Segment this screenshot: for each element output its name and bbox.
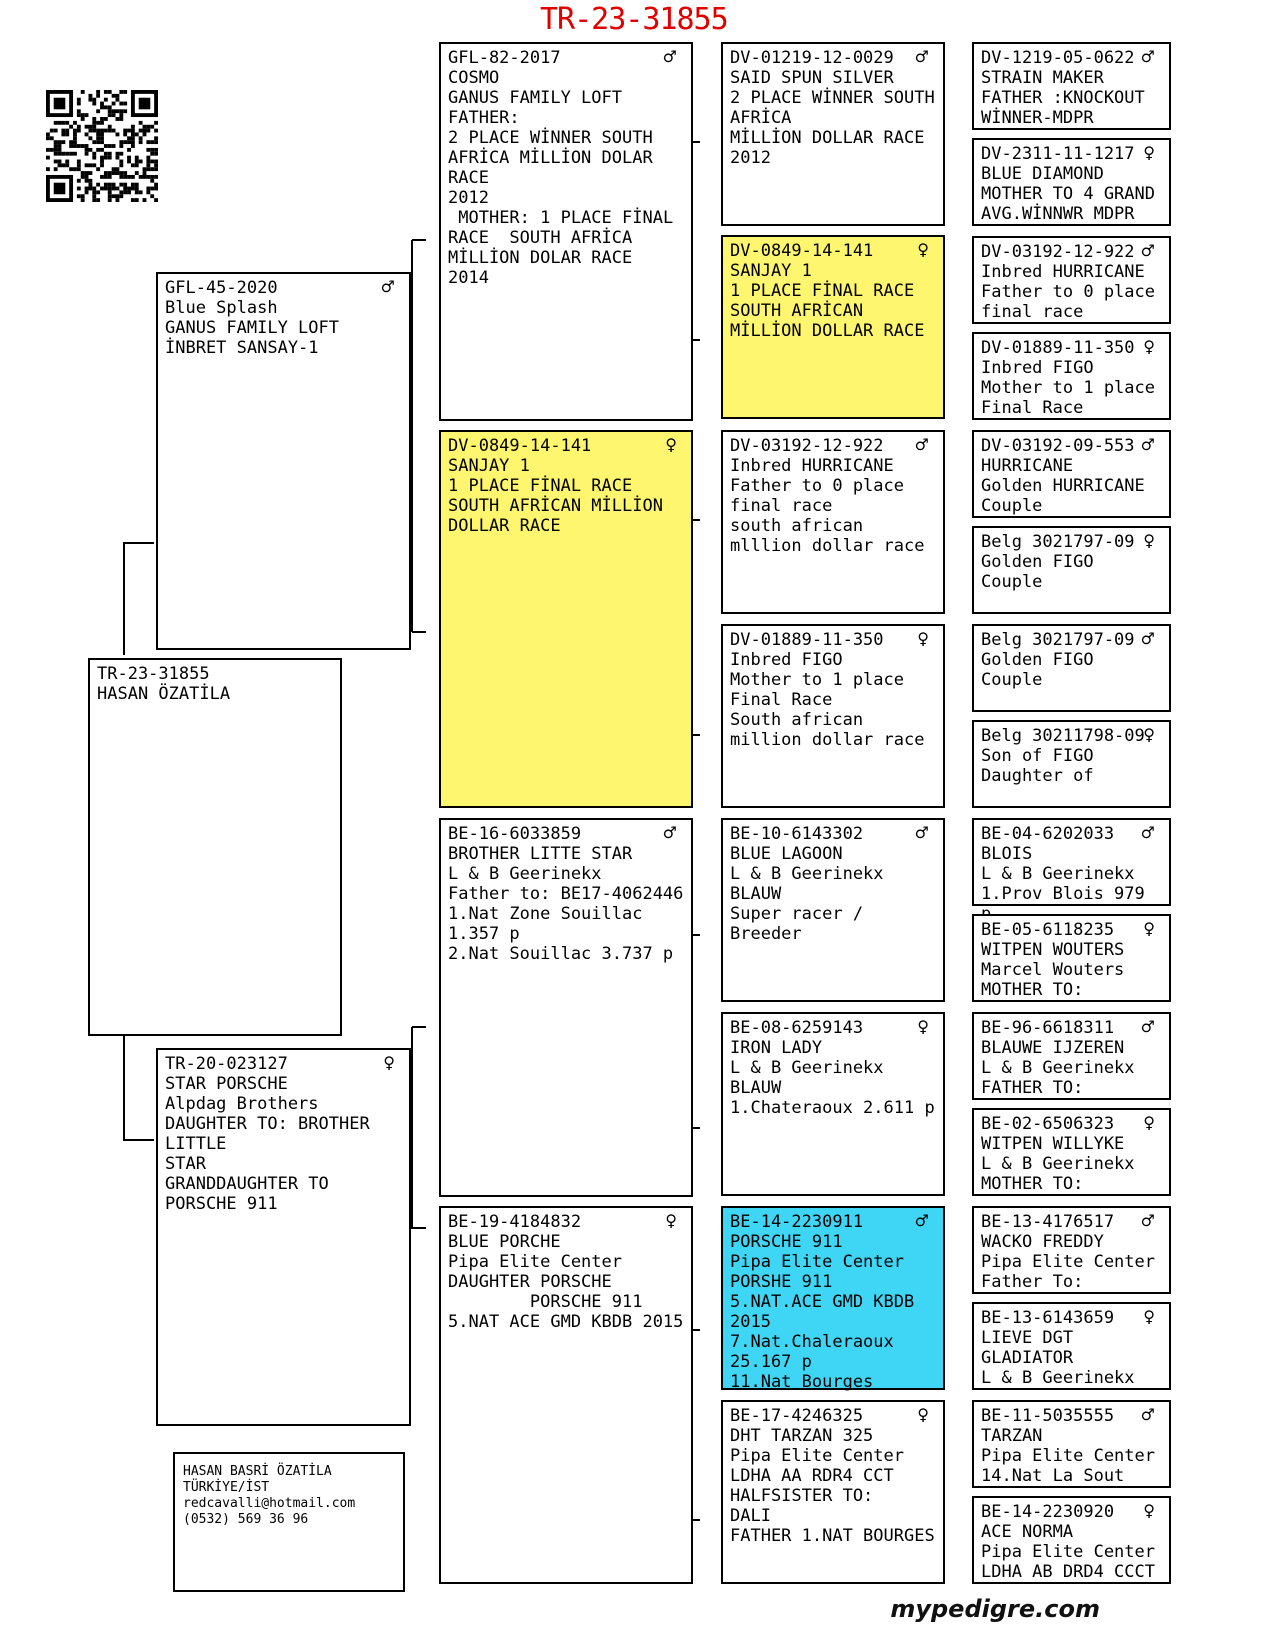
gen3-card[interactable] xyxy=(721,235,945,419)
info-line: L & B Geerinekx xyxy=(730,1058,884,1078)
info-line: Father to 0 place xyxy=(981,282,1155,302)
info-line: Pipa Elite Center xyxy=(981,1252,1155,1272)
pigeon-name: Golden FIGO Couple xyxy=(981,650,1104,690)
info-line: MİLLİON DOLLAR RACE xyxy=(730,128,925,148)
contact-location: TÜRKİYE/İST xyxy=(183,1480,270,1495)
info-line: FATHER TO: xyxy=(981,1078,1084,1098)
info-line: Golden HURRICANE xyxy=(981,476,1145,496)
male-symbol-icon: ♂ xyxy=(380,277,395,296)
info-line: Alpdag Brothers xyxy=(165,1094,319,1114)
info-line: RACE SOUTH AFRİCA xyxy=(448,228,633,248)
info-line: 1.Chateraoux 2.611 p xyxy=(730,1098,935,1118)
info-line: İNBRET SANSAY-1 xyxy=(165,338,319,358)
ring-number: DV-01889-11-350 xyxy=(730,630,884,650)
info-line: Pipa Elite Center xyxy=(981,1446,1155,1466)
info-line: PORSHE 911 xyxy=(730,1272,833,1292)
info-line: MOTHER TO 4 GRAND xyxy=(981,184,1155,204)
info-line: FATHER 1.NAT BOURGES xyxy=(730,1526,935,1546)
info-line: million dollar race xyxy=(730,730,925,750)
sire-card[interactable] xyxy=(156,272,411,650)
pigeon-name: WACKO FREDDY xyxy=(981,1232,1104,1252)
ring-number: BE-13-4176517 xyxy=(981,1212,1115,1232)
info-line: PORSCHE 911 xyxy=(165,1194,278,1214)
pigeon-name: ACE NORMA xyxy=(981,1522,1074,1542)
granddam-paternal-card[interactable] xyxy=(439,430,693,808)
female-symbol-icon: ♀ xyxy=(917,1017,929,1036)
info-line: AVG.WİNNWR MDPR xyxy=(981,204,1135,224)
info-line: STAR xyxy=(165,1154,206,1174)
info-line: Breeder xyxy=(730,924,802,944)
ring-number: BE-19-4184832 xyxy=(448,1212,582,1232)
info-line: 5.NAT ACE GMD KBDB 2015 xyxy=(448,1312,684,1332)
ring-number: Belg 3021797-09 xyxy=(981,532,1135,552)
ring-number: DV-2311-11-1217 xyxy=(981,144,1135,164)
contact-email[interactable]: redcavalli@hotmail.com xyxy=(183,1496,356,1511)
info-line: PORSCHE 911 xyxy=(448,1292,643,1312)
ring-number: DV-01219-12-0029 xyxy=(730,48,894,68)
info-line: 1.357 p xyxy=(448,924,520,944)
info-line: L & B Geerinekx xyxy=(730,864,884,884)
info-line: DOLLAR RACE xyxy=(448,516,561,536)
female-symbol-icon: ♀ xyxy=(1143,531,1155,550)
gen4-card[interactable] xyxy=(972,818,1171,906)
info-line: 2.Nat Souillac 3.737 p xyxy=(448,944,674,964)
ring-number: DV-03192-12-922 xyxy=(981,242,1135,262)
info-line: MOTHER: 1 PLACE FİNAL xyxy=(448,208,674,228)
pigeon-name: BLAUWE IJZEREN xyxy=(981,1038,1125,1058)
gen3-card[interactable] xyxy=(721,624,945,808)
dam-card[interactable] xyxy=(156,1048,411,1426)
pigeon-name: WITPEN WILLYKE xyxy=(981,1134,1125,1154)
info-line: Daughter of xyxy=(981,766,1094,786)
pigeon-name: BROTHER LITTE STAR xyxy=(448,844,633,864)
ring-number: DV-01889-11-350 xyxy=(981,338,1135,358)
gen4-card[interactable] xyxy=(972,42,1171,130)
info-line: RACE xyxy=(448,168,489,188)
pigeon-name: BLUE LAGOON xyxy=(730,844,843,864)
info-line: Father To: xyxy=(981,1272,1084,1292)
info-line: Mother to 1 place xyxy=(730,670,904,690)
female-symbol-icon: ♀ xyxy=(1143,1113,1155,1132)
ring-number: BE-14-2230911 xyxy=(730,1212,864,1232)
info-line: GLADIATOR xyxy=(981,1348,1074,1368)
ring-number: GFL-82-2017 xyxy=(448,48,561,68)
info-line: 25.167 p xyxy=(730,1352,812,1372)
pigeon-name: HURRICANE xyxy=(981,456,1074,476)
subject-card[interactable] xyxy=(88,658,342,1036)
pigeon-name: IRON LADY xyxy=(730,1038,823,1058)
female-symbol-icon: ♀ xyxy=(1143,337,1155,356)
ring-number: BE-11-5035555 xyxy=(981,1406,1115,1426)
gen4-card[interactable] xyxy=(972,720,1171,808)
female-symbol-icon: ♀ xyxy=(1143,1307,1155,1326)
ring-number: DV-1219-05-0622 xyxy=(981,48,1135,68)
female-symbol-icon: ♀ xyxy=(1143,1501,1155,1520)
info-line: L & B Geerinekx xyxy=(981,1368,1135,1388)
gen4-card[interactable] xyxy=(972,526,1171,614)
info-line: BLAUW xyxy=(730,884,782,904)
info-line: Pipa Elite Center xyxy=(981,1542,1155,1562)
grandsire-maternal-card[interactable] xyxy=(439,818,693,1197)
male-symbol-icon: ♂ xyxy=(914,47,929,66)
info-line: 2014 xyxy=(448,268,489,288)
info-line: South african xyxy=(730,710,864,730)
info-line: 2015 xyxy=(730,1312,771,1332)
ring-number: GFL-45-2020 xyxy=(165,278,278,298)
info-line: DAUGHTER PORSCHE xyxy=(448,1272,612,1292)
info-line: SOUTH AFRİCAN MİLLİON xyxy=(448,496,663,516)
info-line: MOTHER TO: xyxy=(981,980,1084,1000)
pigeon-name: Inbred HURRICANE xyxy=(730,456,894,476)
info-line: 1 PLACE FİNAL RACE xyxy=(730,281,915,301)
info-line: L & B Geerinekx xyxy=(981,864,1135,884)
info-line: AFRİCA xyxy=(730,108,792,128)
info-line: WİNNER-MDPR xyxy=(981,108,1094,128)
male-symbol-icon: ♂ xyxy=(1140,1405,1155,1424)
male-symbol-icon: ♂ xyxy=(1140,1017,1155,1036)
info-line: MİLLİON DOLLAR RACE xyxy=(730,321,925,341)
gen4-card[interactable] xyxy=(972,1496,1171,1584)
male-symbol-icon: ♂ xyxy=(1140,823,1155,842)
info-line: 5.NAT.ACE GMD KBDB xyxy=(730,1292,915,1312)
gen3-card[interactable] xyxy=(721,1400,945,1584)
pigeon-name: PORSCHE 911 xyxy=(730,1232,843,1252)
gen3-card[interactable] xyxy=(721,818,945,1002)
info-line: GANUS FAMILY LOFT xyxy=(448,88,622,108)
info-line: DAUGHTER TO: BROTHER xyxy=(165,1114,370,1134)
info-line: Pipa Elite Center xyxy=(730,1446,904,1466)
pigeon-name: BLUE PORCHE xyxy=(448,1232,561,1252)
ring-number: BE-17-4246325 xyxy=(730,1406,864,1426)
info-line: LITTLE xyxy=(165,1134,227,1154)
pigeon-name: Blue Splash xyxy=(165,298,278,318)
gen4-card[interactable] xyxy=(972,1400,1171,1488)
info-line: Final Race xyxy=(981,398,1084,418)
pigeon-name: BLOIS xyxy=(981,844,1033,864)
gen3-card[interactable] xyxy=(721,42,945,226)
pigeon-name: WITPEN WOUTERS xyxy=(981,940,1125,960)
female-symbol-icon: ♀ xyxy=(1143,143,1155,162)
owner-name: HASAN ÖZATİLA xyxy=(97,684,231,704)
pigeon-name: SAID SPUN SILVER xyxy=(730,68,894,88)
contact-phone[interactable]: (0532) 569 36 96 xyxy=(183,1512,309,1527)
gen4-card[interactable] xyxy=(972,430,1171,518)
ring-number: Belg 30211798-09 xyxy=(981,726,1145,746)
info-line: 1 PLACE FİNAL RACE xyxy=(448,476,633,496)
info-line: BLAUW xyxy=(730,1078,782,1098)
female-symbol-icon: ♀ xyxy=(383,1053,395,1072)
male-symbol-icon: ♂ xyxy=(914,435,929,454)
contact-name: HASAN BASRİ ÖZATİLA xyxy=(183,1464,332,1479)
ring-number: BE-02-6506323 xyxy=(981,1114,1115,1134)
granddam-maternal-card[interactable] xyxy=(439,1206,693,1584)
male-symbol-icon: ♂ xyxy=(914,823,929,842)
info-line: MOTHER TO: xyxy=(981,1174,1084,1194)
pigeon-name: Inbred HURRICANE xyxy=(981,262,1145,282)
pigeon-name: TARZAN xyxy=(981,1426,1043,1446)
male-symbol-icon: ♂ xyxy=(914,1211,929,1230)
ring-number: BE-13-6143659 xyxy=(981,1308,1115,1328)
info-line: south african xyxy=(730,516,864,536)
info-line: HALFSISTER TO: xyxy=(730,1486,874,1506)
pigeon-name: DHT TARZAN 325 xyxy=(730,1426,874,1446)
info-line: Mother to 1 place xyxy=(981,378,1155,398)
ring-number: BE-96-6618311 xyxy=(981,1018,1115,1038)
ring-number: Belg 3021797-09 xyxy=(981,630,1135,650)
female-symbol-icon: ♀ xyxy=(1143,725,1155,744)
info-line: MİLLİON DOLAR RACE xyxy=(448,248,633,268)
info-line: SOUTH AFRİCAN xyxy=(730,301,864,321)
info-line: L & B Geerinekx xyxy=(448,864,602,884)
gen4-card[interactable] xyxy=(972,624,1171,712)
info-line: Couple xyxy=(981,496,1043,516)
info-line: 1.Prov Blois 979 xyxy=(981,884,1145,904)
ring-number: DV-0849-14-141 xyxy=(730,241,874,261)
info-line: FATHER :KNOCKOUT xyxy=(981,88,1145,108)
info-line: final race xyxy=(981,302,1084,322)
ring-number: TR-20-023127 xyxy=(165,1054,288,1074)
info-line: Father to 0 place xyxy=(730,476,904,496)
female-symbol-icon: ♀ xyxy=(1143,919,1155,938)
gen3-card[interactable] xyxy=(721,430,945,614)
male-symbol-icon: ♂ xyxy=(662,823,677,842)
male-symbol-icon: ♂ xyxy=(1140,629,1155,648)
female-symbol-icon: ♀ xyxy=(917,240,929,259)
grandsire-paternal-card[interactable] xyxy=(439,42,693,421)
info-line: GANUS FAMILY LOFT xyxy=(165,318,339,338)
gen4-card[interactable] xyxy=(972,236,1171,324)
ring-number: TR-23-31855 xyxy=(97,664,210,684)
pigeon-name: SANJAY 1 xyxy=(730,261,812,281)
female-symbol-icon: ♀ xyxy=(917,1405,929,1424)
info-line: 14.Nat La Sout xyxy=(981,1466,1125,1486)
info-line: L & B Geerinekx xyxy=(981,1058,1135,1078)
info-line: Father to: BE17-4062446 xyxy=(448,884,684,904)
male-symbol-icon: ♂ xyxy=(1140,435,1155,454)
info-line: 2 PLACE WİNNER SOUTH xyxy=(730,88,935,108)
info-line: 7.Nat.Chaleraoux xyxy=(730,1332,894,1352)
pigeon-name: SANJAY 1 xyxy=(448,456,530,476)
ring-number: BE-08-6259143 xyxy=(730,1018,864,1038)
male-symbol-icon: ♂ xyxy=(1140,1211,1155,1230)
info-line: 2 PLACE WİNNER SOUTH xyxy=(448,128,653,148)
gen4-card[interactable] xyxy=(972,332,1171,420)
info-line: Final Race xyxy=(730,690,833,710)
male-symbol-icon: ♂ xyxy=(1140,47,1155,66)
gen4-card[interactable] xyxy=(972,1012,1171,1100)
info-line: LDHA AB DRD4 CCCT xyxy=(981,1562,1155,1582)
pigeon-name: LIEVE DGT xyxy=(981,1328,1074,1348)
ring-number: DV-0849-14-141 xyxy=(448,436,592,456)
pigeon-name: STAR PORSCHE xyxy=(165,1074,288,1094)
info-line: 11.Nat Bourges xyxy=(730,1372,874,1392)
pigeon-name: Son of FIGO xyxy=(981,746,1094,766)
info-line: 2012 xyxy=(730,148,771,168)
info-line: Marcel Wouters xyxy=(981,960,1125,980)
page-title: TR-23-31855 xyxy=(540,2,728,37)
female-symbol-icon: ♀ xyxy=(665,1211,677,1230)
info-line: Pipa Elite Center xyxy=(730,1252,904,1272)
gen4-card[interactable] xyxy=(972,1302,1171,1390)
site-footer-link[interactable]: mypedigre.com xyxy=(890,1595,1100,1623)
female-symbol-icon: ♀ xyxy=(917,629,929,648)
info-line: 1.Nat Zone Souillac xyxy=(448,904,643,924)
info-line: LDHA AA RDR4 CCT xyxy=(730,1466,894,1486)
info-line: AFRİCA MİLLİON DOLAR xyxy=(448,148,653,168)
ring-number: BE-16-6033859 xyxy=(448,824,582,844)
info-line: Super racer / xyxy=(730,904,864,924)
ring-number: BE-14-2230920 xyxy=(981,1502,1115,1522)
info-line: GRANDDAUGHTER TO xyxy=(165,1174,329,1194)
info-line: Pipa Elite Center xyxy=(448,1252,622,1272)
info-line: DALI xyxy=(730,1506,771,1526)
gen4-card[interactable] xyxy=(972,1206,1171,1294)
breeder-contact-card xyxy=(173,1452,405,1592)
pigeon-name: BLUE DIAMOND xyxy=(981,164,1104,184)
pigeon-name: Golden FIGO Couple xyxy=(981,552,1104,592)
info-line: mlllion dollar race xyxy=(730,536,925,556)
pigeon-name: Inbred FIGO xyxy=(981,358,1094,378)
pigeon-name: STRAIN MAKER xyxy=(981,68,1104,88)
pigeon-name: COSMO xyxy=(448,68,500,88)
ring-number: DV-03192-09-553 xyxy=(981,436,1135,456)
female-symbol-icon: ♀ xyxy=(665,435,677,454)
info-line: final race xyxy=(730,496,833,516)
ring-number: BE-04-6202033 xyxy=(981,824,1115,844)
gen4-card[interactable] xyxy=(972,138,1171,226)
ring-number: BE-10-6143302 xyxy=(730,824,864,844)
info-line: L & B Geerinekx xyxy=(981,1154,1135,1174)
info-line: 2012 xyxy=(448,188,489,208)
gen4-card[interactable] xyxy=(972,914,1171,1002)
male-symbol-icon: ♂ xyxy=(1140,241,1155,260)
gen3-card[interactable] xyxy=(721,1012,945,1196)
ring-number: BE-05-6118235 xyxy=(981,920,1115,940)
gen4-card[interactable] xyxy=(972,1108,1171,1196)
ring-number: DV-03192-12-922 xyxy=(730,436,884,456)
pigeon-name: Inbred FIGO xyxy=(730,650,843,670)
gen3-card[interactable] xyxy=(721,1206,945,1390)
male-symbol-icon: ♂ xyxy=(662,47,677,66)
info-line: FATHER: xyxy=(448,108,520,128)
